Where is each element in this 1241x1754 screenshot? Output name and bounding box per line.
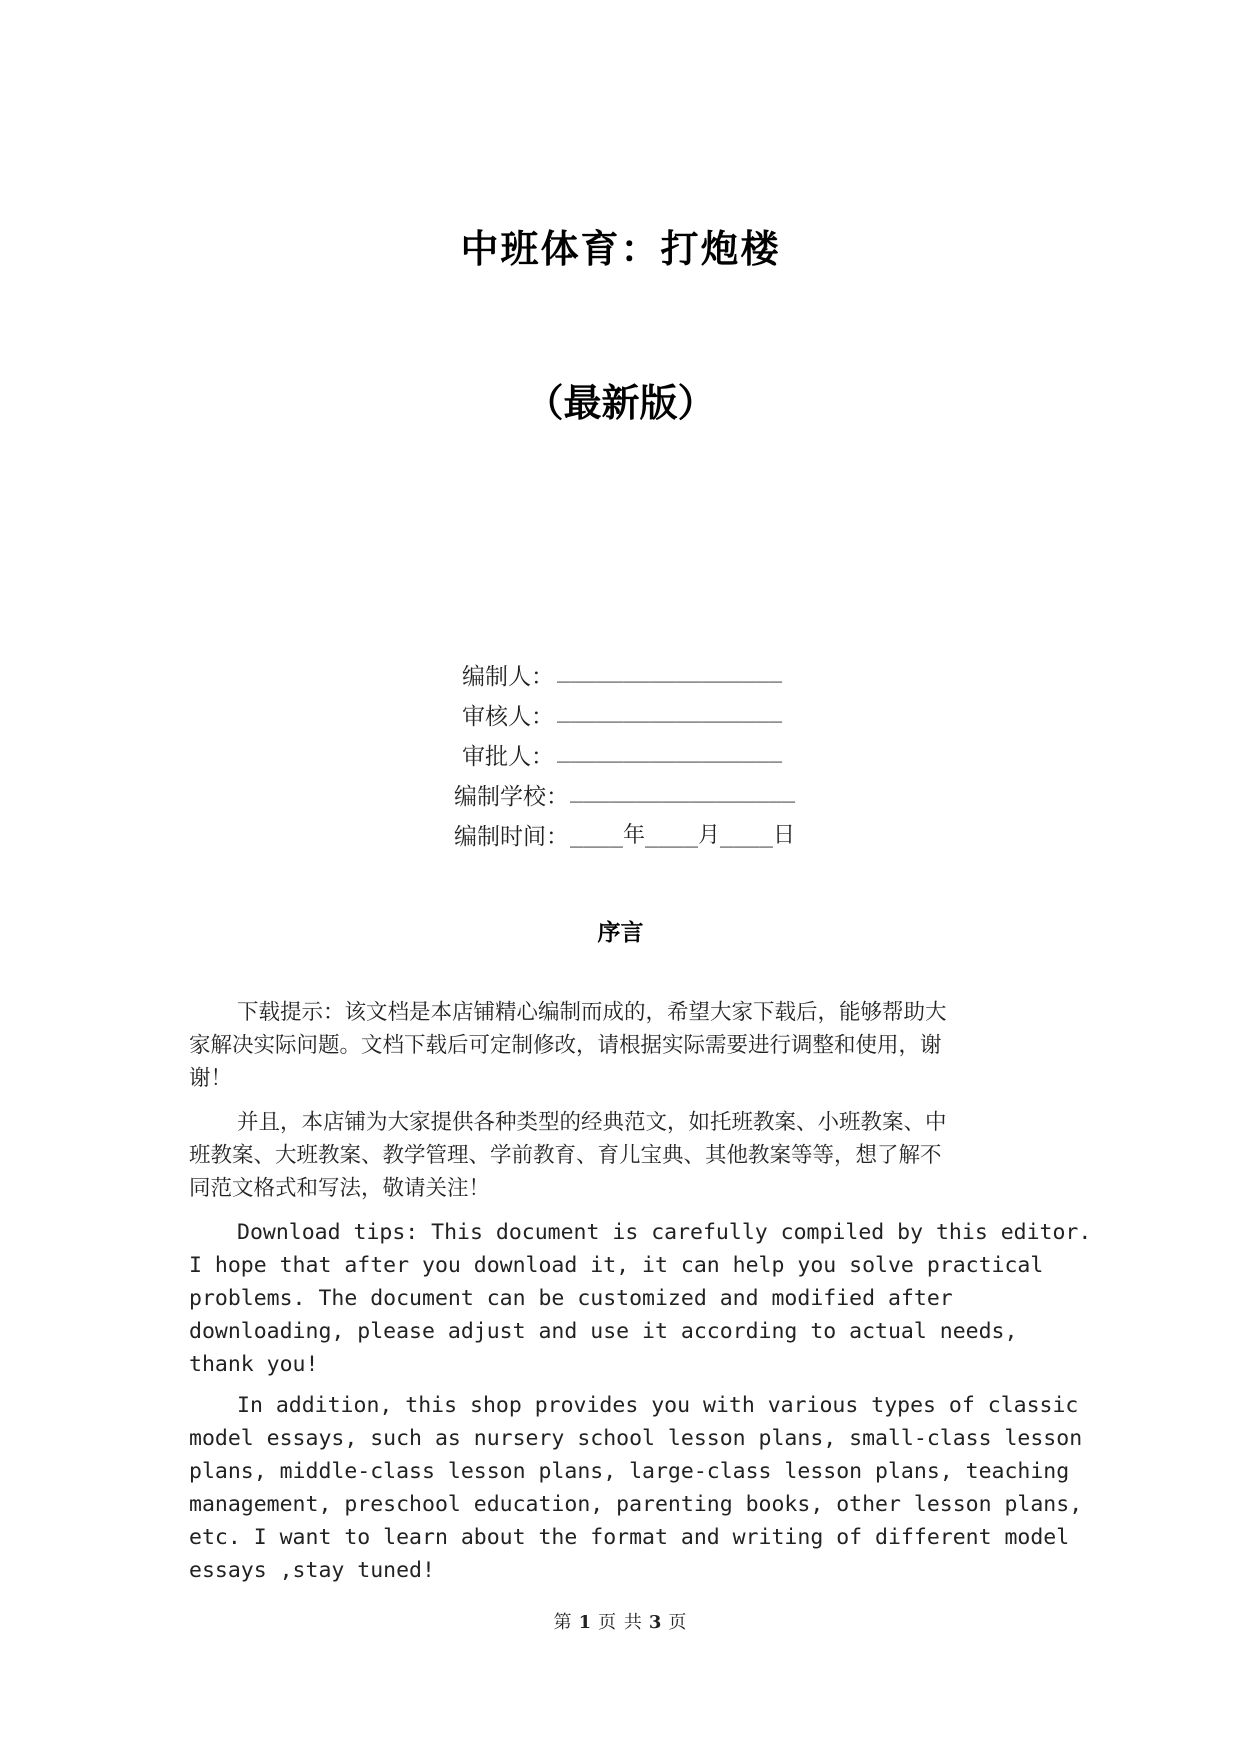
preface-heading: 序言	[597, 919, 644, 946]
total-page-count: 3	[648, 1612, 663, 1633]
paragraph-line: management, preschool education, parenting books, other lesson plans,	[189, 1492, 1083, 1517]
meta-label: 编制学校：	[454, 784, 569, 810]
meta-row-date	[0, 818, 1241, 848]
document-subtitle: （最新版）	[525, 380, 716, 425]
paragraph-line: plans, middle-class lesson plans, large-class lesson plans, teaching	[189, 1459, 1070, 1484]
paragraph-line: In addition, this shop provides you with various types of classic	[237, 1393, 1079, 1418]
paragraph-line: 下载提示：该文档是本店铺精心编制而成的，希望大家下载后，能够帮助大	[237, 1000, 947, 1025]
preface-paragraph	[189, 1106, 1069, 1205]
meta-value: _________________	[557, 698, 783, 723]
paragraph-line: model essays, such as nursery school lesson plans, small-class lesson	[189, 1426, 1083, 1451]
paragraph-line: thank you!	[189, 1352, 319, 1377]
meta-value: _________________	[570, 778, 796, 803]
meta-label: 编制人：	[462, 664, 554, 690]
current-page-number: 1	[578, 1612, 593, 1633]
page-footer	[0, 1608, 1241, 1634]
paragraph-line: 家解决实际问题。文档下载后可定制修改，请根据实际需要进行调整和使用，谢	[189, 1033, 942, 1058]
paragraph-line: 并且，本店铺为大家提供各种类型的经典范文，如托班教案、小班教案、中	[237, 1110, 947, 1135]
preface-paragraph	[189, 1389, 1083, 1587]
preface-paragraph	[189, 996, 1069, 1095]
paragraph-line: I hope that after you download it, it can help you solve practical	[189, 1253, 1044, 1278]
meta-row-approver	[0, 738, 1241, 768]
meta-label: 审核人：	[462, 704, 554, 730]
paragraph-line: etc. I want to learn about the format and writing of different model	[189, 1525, 1070, 1550]
paragraph-line: essays ,stay tuned!	[189, 1558, 435, 1583]
paragraph-line: 同范文格式和写法，敬请关注！	[189, 1176, 491, 1201]
paragraph-line: 班教案、大班教案、教学管理、学前教育、育儿宝典、其他教案等等，想了解不	[189, 1143, 942, 1168]
footer-suffix: 页	[668, 1612, 688, 1633]
paragraph-line: Download tips: This document is carefully compiled by this editor.	[237, 1220, 1092, 1245]
meta-row-school	[0, 778, 1241, 808]
paragraph-line: downloading, please adjust and use it according to actual needs,	[189, 1319, 1018, 1344]
meta-row-compiler	[0, 658, 1241, 688]
paragraph-line: problems. The document can be customized and modified after	[189, 1286, 953, 1311]
document-title: 中班体育：打炮楼	[460, 226, 781, 271]
paragraph-line: 谢！	[189, 1066, 233, 1091]
footer-middle: 页 共	[598, 1612, 643, 1633]
footer-prefix: 第	[553, 1612, 573, 1633]
meta-row-reviewer	[0, 698, 1241, 728]
meta-label: 编制时间：	[454, 824, 569, 850]
meta-value: _________________	[557, 658, 783, 683]
preface-paragraph	[189, 1216, 1092, 1381]
meta-value: _________________	[557, 738, 783, 763]
meta-label: 审批人：	[462, 744, 554, 770]
meta-value: ____年____月____日	[570, 823, 795, 848]
